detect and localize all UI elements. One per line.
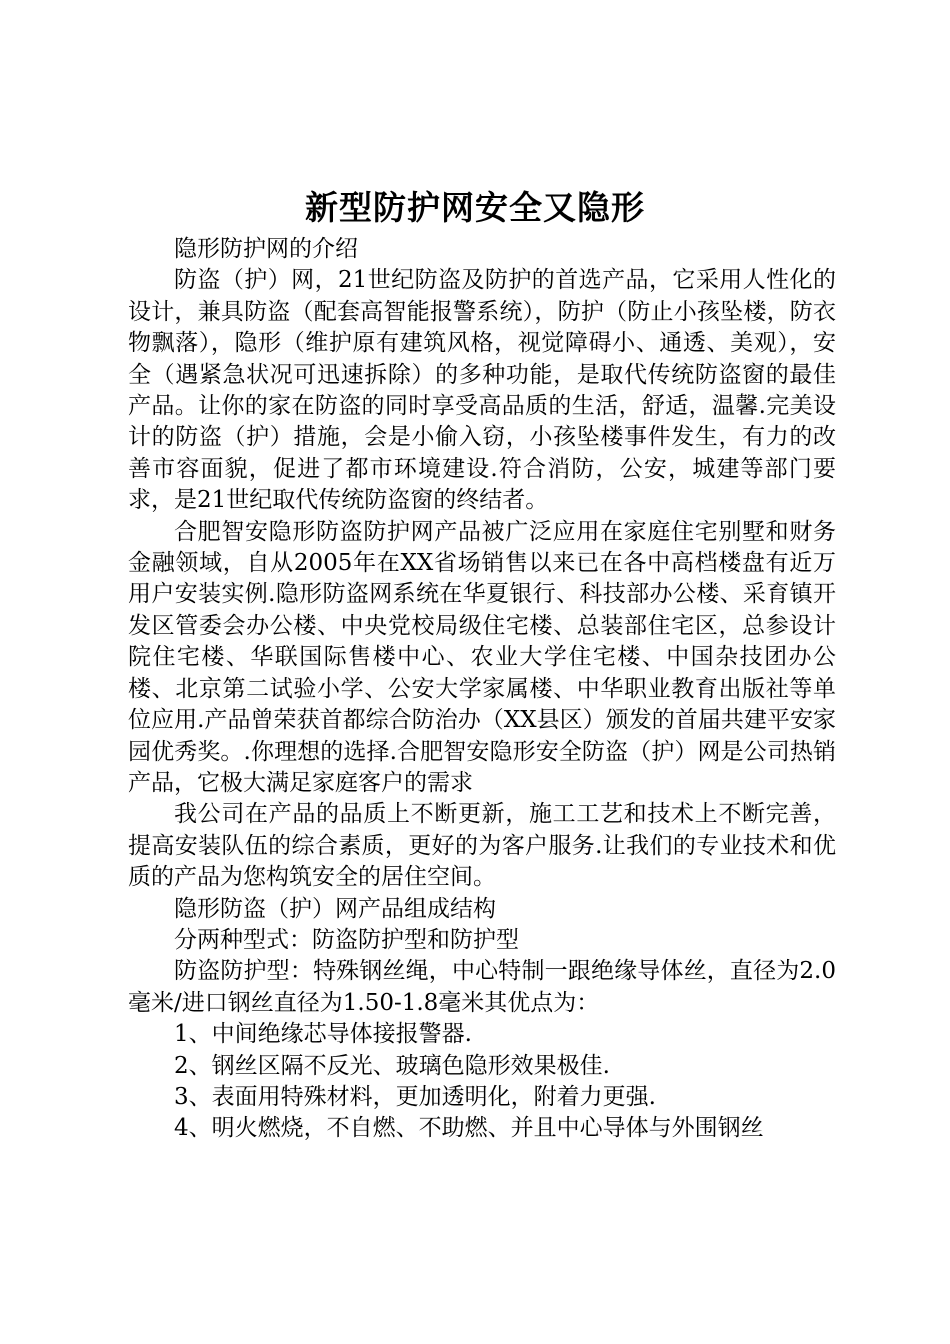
paragraph-product-overview: 防盗（护）网，21世纪防盗及防护的首选产品，它采用人性化的设计，兼具防盗（配套高智能报警系统），防护（防止小孩坠楼，防衣物飘落），隐形（维护原有建筑风格，视觉障碍小、通透、美观），安全（遇紧急状况可迅速拆除）的多种功能，是取代传统防盗窗的最佳产品。让你的家在防盗的同时享受高品质的生活，舒适，温馨.完美设计的防盗（护）措施，会是小偷入窃，小孩坠楼事件发生，有力的改善市容面貌，促进了都市环境建设.符合消防，公安，城建等部门要求，是21世纪取代传统防盗窗的终结者。 (128, 267, 836, 514)
paragraph-company-commitment: 我公司在产品的品质上不断更新，施工工艺和技术上不断完善，提高安装队伍的综合素质，更好的为客户服务.让我们的专业技术和优质的产品为您构筑安全的居住空间。 (128, 801, 836, 891)
list-item: 1、中间绝缘芯导体接报警器. (174, 1021, 472, 1048)
paragraph-types: 分两种型式：防盗防护型和防护型 (174, 926, 519, 953)
paragraph-anti-theft-type: 防盗防护型：特殊钢丝绳，中心特制一跟绝缘导体丝，直径为2.0毫米/进口钢丝直径为1.50-1.8毫米其优点为： (128, 958, 836, 1016)
list-item: 4、明火燃烧，不自燃、不助燃、并且中心导体与外围钢丝 (174, 1115, 764, 1142)
paragraph-intro-heading: 隐形防护网的介绍 (174, 236, 358, 262)
paragraph-structure-heading: 隐形防盗（护）网产品组成结构 (174, 895, 496, 922)
list-item: 3、表面用特殊材料，更加透明化，附着力更强. (174, 1083, 656, 1110)
paragraph-applications: 合肥智安隐形防盗防护网产品被广泛应用在家庭住宅别墅和财务金融领域，自从2005年在XX省场销售以来已在各中高档楼盘有近万用户安装实例.隐形防盗网系统在华夏银行、科技部办公楼、采育镇开发区管委会办公楼、中央党校局级住宅楼、总装部住宅区，总参设计院住宅楼、华联国际售楼中心、农业大学住宅楼、中国杂技团办公楼、北京第二试验小学、公安大学家属楼、中华职业教育出版社等单位应用.产品曾荣获首都综合防治办（XX县区）颁发的首届共建平安家园优秀奖。.你理想的选择.合肥智安隐形安全防盗（护）网是公司热销产品，它极大满足家庭客户的需求 (128, 518, 836, 796)
document-title: 新型防护网安全又隐形 (305, 188, 645, 227)
list-item: 2、钢丝区隔不反光、玻璃色隐形效果极佳. (174, 1052, 610, 1079)
document-body (128, 234, 836, 1145)
